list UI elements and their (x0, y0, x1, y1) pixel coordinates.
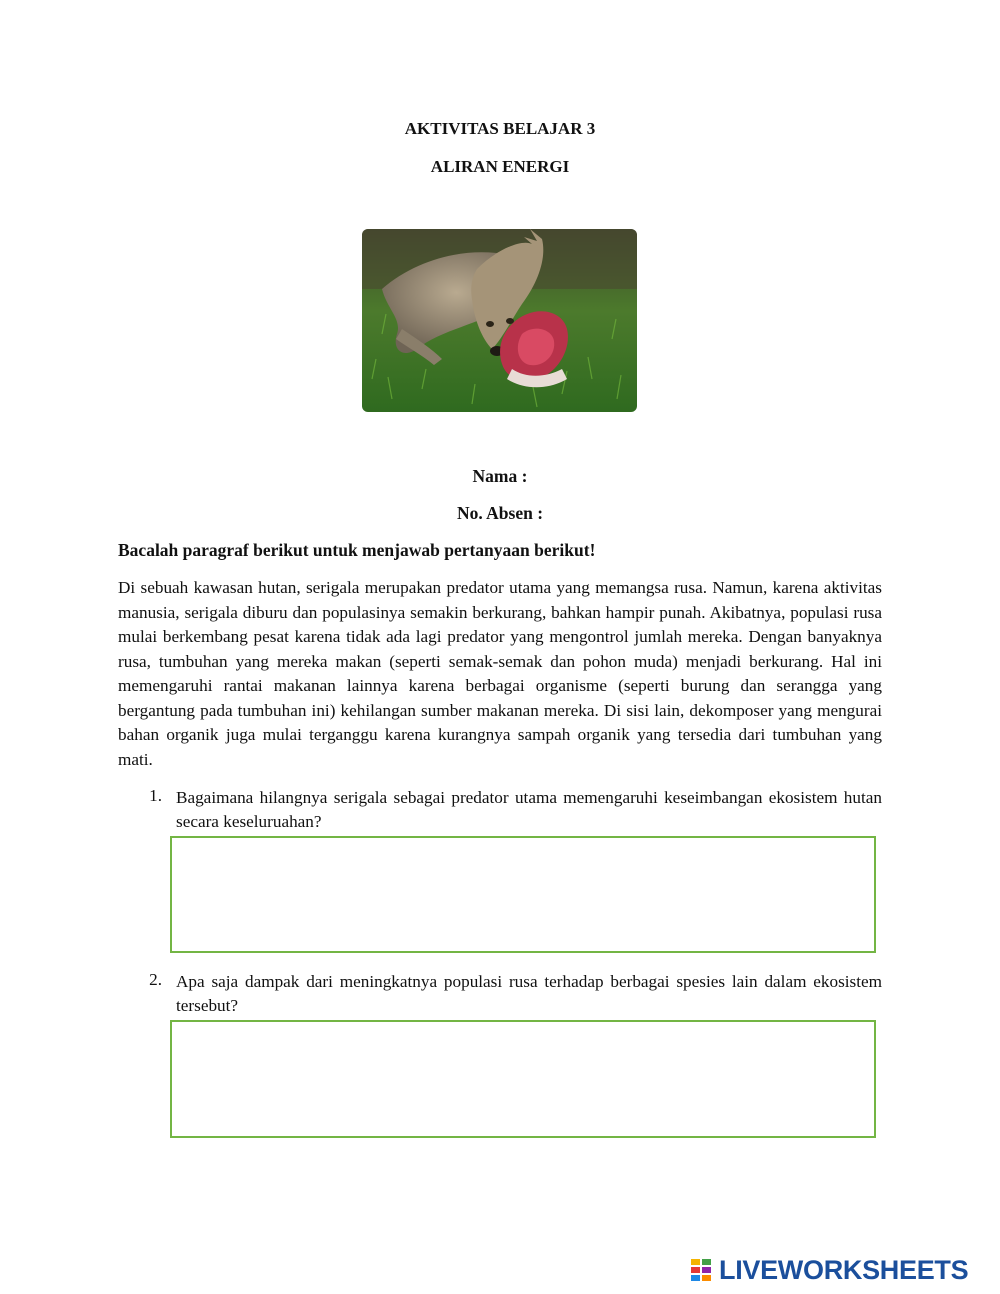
wolf-image (362, 229, 637, 412)
answer-box-1[interactable] (170, 836, 876, 953)
question-1-number: 1. (149, 786, 162, 805)
page-subtitle: ALIRAN ENERGI (430, 157, 570, 176)
page-title: AKTIVITAS BELAJAR 3 (404, 119, 596, 138)
question-2-number: 2. (149, 970, 162, 989)
wolf-photo (362, 229, 637, 412)
liveworksheets-icon (690, 1257, 716, 1283)
absen-label: No. Absen : (456, 503, 544, 523)
question-1-text: Bagaimana hilangnya serigala sebagai predator utama memengaruhi keseimbangan ekosistem hutan secara keseluruahan? (176, 788, 882, 831)
answer-box-2[interactable] (170, 1020, 876, 1138)
answer-input-1[interactable] (172, 838, 874, 951)
liveworksheets-text: LIVEWORKSHEETS (719, 1254, 969, 1285)
question-2-text: Apa saja dampak dari meningkatnya populasi rusa terhadap berbagai spesies lain dalam ekosistem tersebut? (176, 972, 882, 1015)
name-label: Nama : (472, 466, 528, 486)
reading-paragraph: Di sebuah kawasan hutan, serigala merupakan predator utama yang memangsa rusa. Namun, karena aktivitas manusia, serigala diburu dan populasinya semakin berkurang, bahkan hampir punah. Akibatnya, populasi rusa mulai berkembang pesat karena tidak ada lagi predator yang mengontrol jumlah mereka. Dengan banyaknya rusa, tumbuhan yang mereka makan (seperti semak-semak dan pohon muda) menjadi berkurang. Hal ini memengaruhi rantai makanan lainnya karena berbagai organisme (seperti burung dan serangga yang bergantung pada tumbuhan ini) kehilangan sumber makanan mereka. Di sisi lain, dekomposer yang mengurai bahan organik juga mulai terganggu karena kurangnya sampah organik yang tersedia dari tumbuhan yang mati. (118, 578, 882, 769)
instruction-text: Bacalah paragraf berikut untuk menjawab pertanyaan berikut! (118, 540, 596, 560)
liveworksheets-logo[interactable] (690, 1255, 968, 1285)
answer-input-2[interactable] (172, 1022, 874, 1136)
